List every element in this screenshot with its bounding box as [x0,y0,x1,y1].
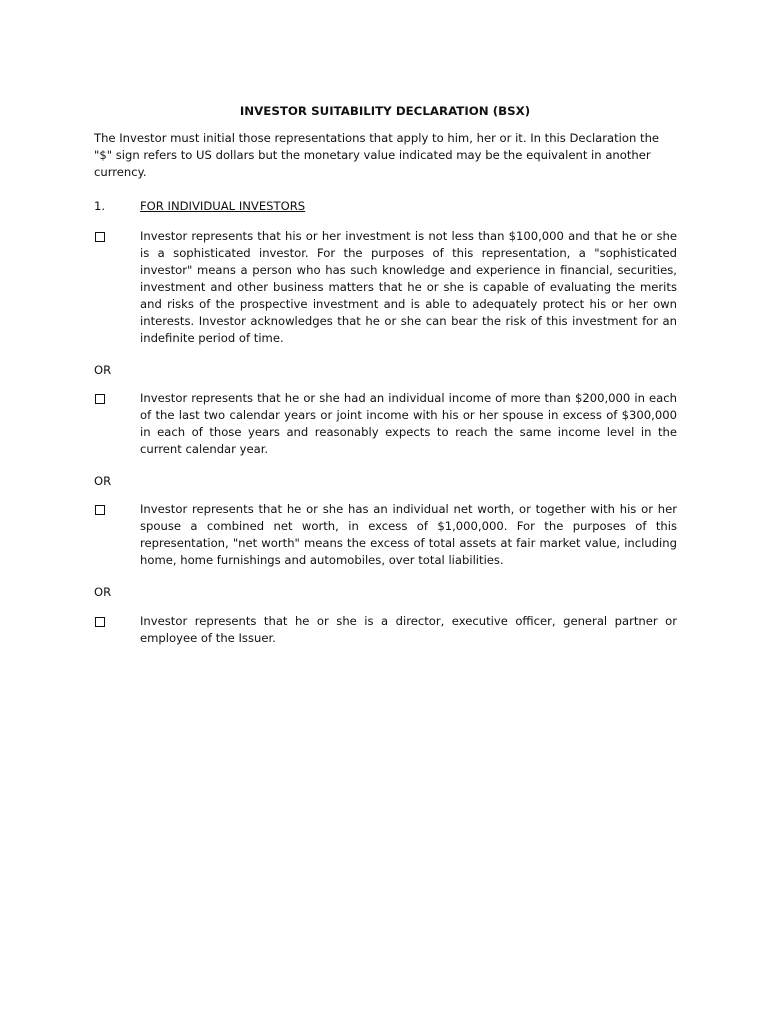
representation-income: Investor represents that he or she had an individual income of more than $200,000 in each of the last two calendar years or joint income with his or her spouse in excess of $300,000 in each of those years and reasonably expects to reach the same income level in the current calendar year. [140,391,677,456]
section-number: 1. [94,199,106,213]
section-heading: FOR INDIVIDUAL INVESTORS [140,199,306,213]
representation-net-worth: Investor represents that he or she has an individual net worth, or together with his or her spouse a combined net worth, in excess of $1,000,000. For the purposes of this representation, "net worth" means the excess of total assets at fair market value, including home, home furnishings and automobiles, over total liabilities. [140,502,677,567]
or-separator: OR [94,474,112,488]
checkbox-sophisticated-investor[interactable] [95,232,105,242]
representation-sophisticated-investor: Investor represents that his or her investment is not less than $100,000 and that he or she is a sophisticated investor. For the purposes of this representation, a "sophisticated investor" means a person who has such knowledge and experience in financial, securities, investment and other business matters that he or she is capable of evaluating the merits and risks of the prospective investment and is able to adequately protect his or her own interests. Investor acknowledges that he or she can bear the risk of this investment for an indefinite period of time. [140,229,677,345]
or-separator: OR [94,585,112,599]
document-title: INVESTOR SUITABILITY DECLARATION (BSX) [239,104,531,118]
representation-issuer-insider: Investor represents that he or she is a director, executive officer, general partner or employee of the Issuer. [140,614,677,645]
checkbox-income[interactable] [95,394,105,404]
checkbox-net-worth[interactable] [95,505,105,515]
checkbox-issuer-insider[interactable] [95,617,105,627]
intro-paragraph: The Investor must initial those representations that apply to him, her or it. In this Declaration the "$" sign refers to US dollars but the monetary value indicated may be the equivalent in another currency. [94,131,660,179]
or-separator: OR [94,363,112,377]
